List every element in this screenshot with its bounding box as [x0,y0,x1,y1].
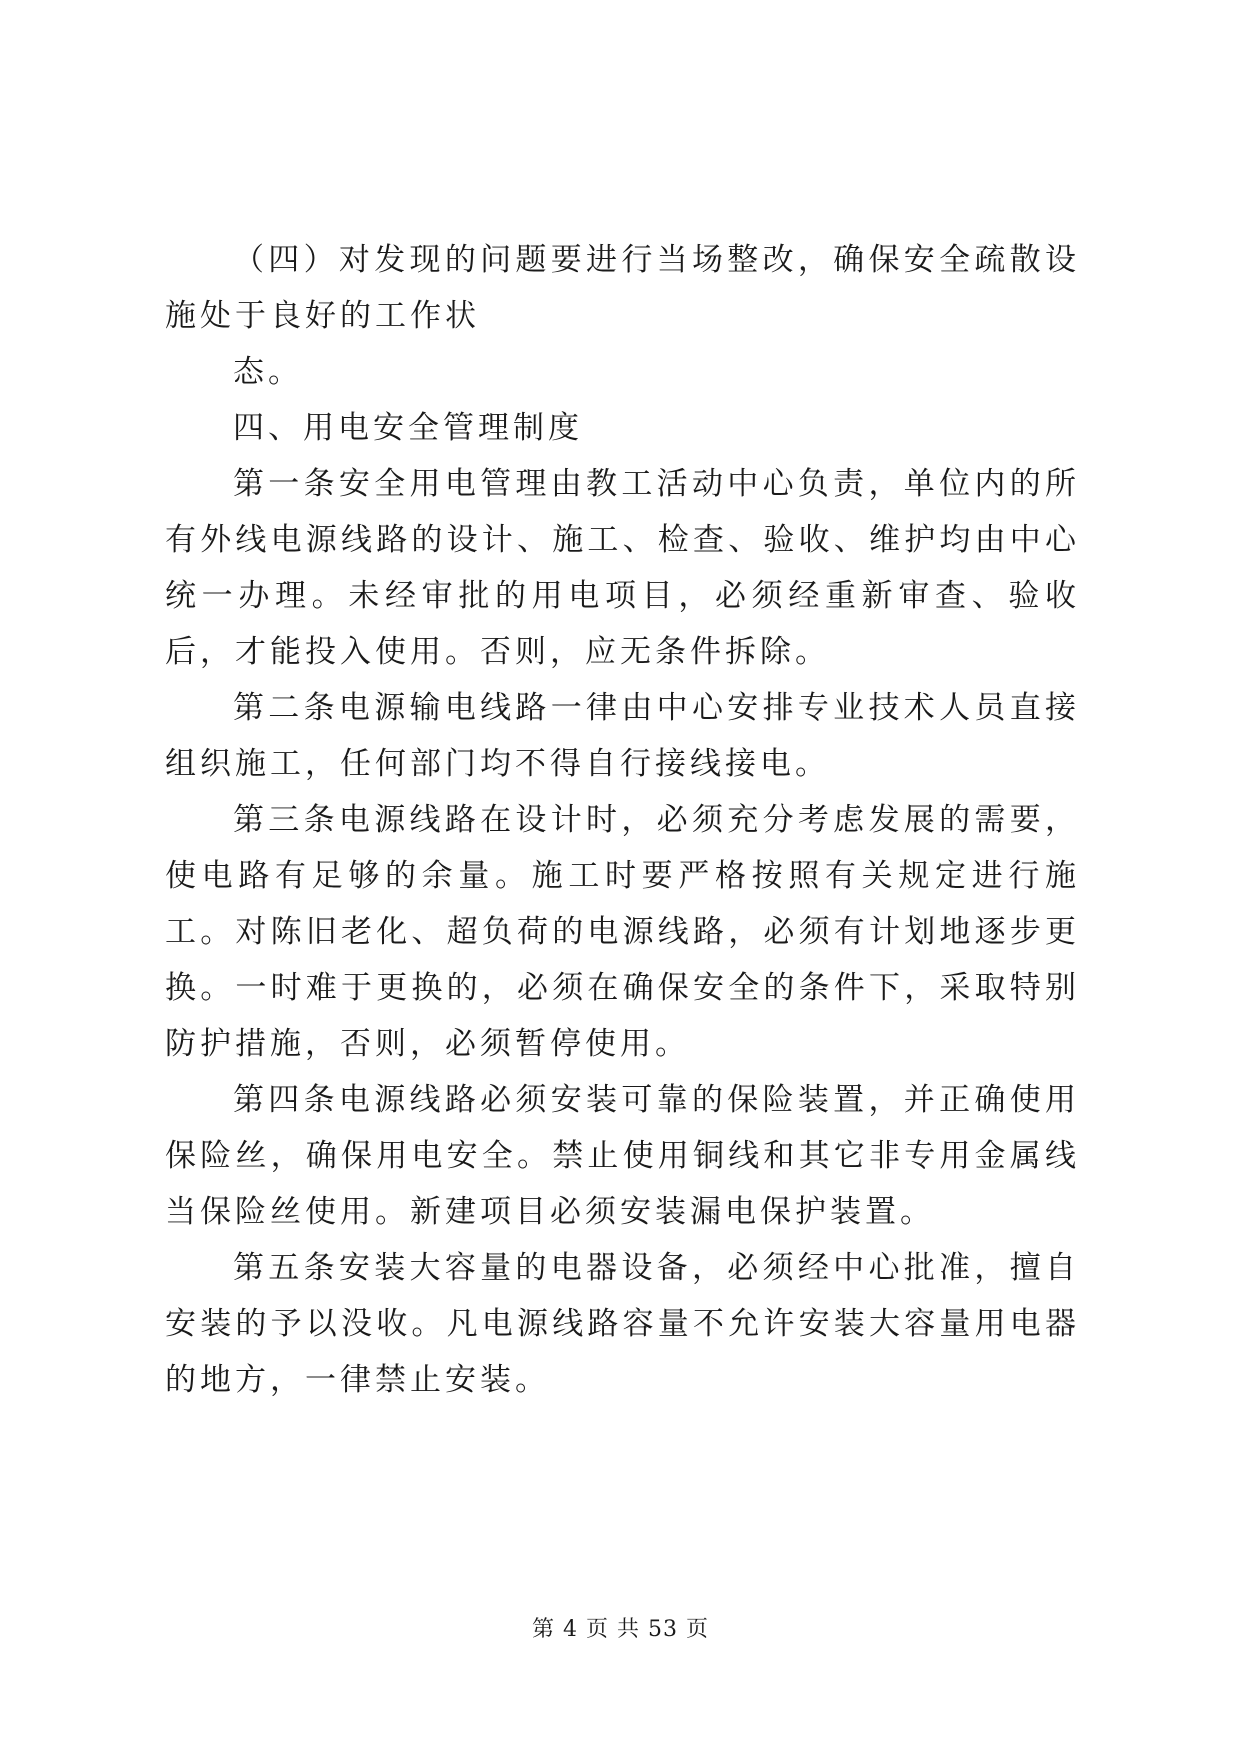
paragraph-rectification: （四）对发现的问题要进行当场整改，确保安全疏散设施处于良好的工作状 [165,242,1080,334]
section-heading-electrical-safety: 四、用电安全管理制度 [233,410,583,446]
paragraph-article-4: 第四条电源线路必须安装可靠的保险装置，并正确使用保险丝，确保用电安全。禁止使用铜线和其它非专用金属线当保险丝使用。新建项目必须安装漏电保护装置。 [165,1082,1080,1230]
paragraph-article-2: 第二条电源输电线路一律由中心安排专业技术人员直接组织施工，任何部门均不得自行接线接电。 [165,690,1080,782]
paragraph-state: 态。 [233,354,303,390]
document-body [165,232,1080,1408]
paragraph-article-5: 第五条安装大容量的电器设备，必须经中心批准，擅自安装的予以没收。凡电源线路容量不允许安装大容量用电器的地方，一律禁止安装。 [165,1250,1080,1398]
page-number-footer: 第 4 页 共 53 页 [532,1617,709,1642]
paragraph-article-3: 第三条电源线路在设计时，必须充分考虑发展的需要，使电路有足够的余量。施工时要严格按照有关规定进行施工。对陈旧老化、超负荷的电源线路，必须有计划地逐步更换。一时难于更换的，必须在确保安全的条件下，采取特别防护措施，否则，必须暂停使用。 [165,802,1080,1062]
paragraph-article-1: 第一条安全用电管理由教工活动中心负责，单位内的所有外线电源线路的设计、施工、检查、验收、维护均由中心统一办理。未经审批的用电项目，必须经重新审查、验收后，才能投入使用。否则，应无条件拆除。 [165,466,1080,670]
